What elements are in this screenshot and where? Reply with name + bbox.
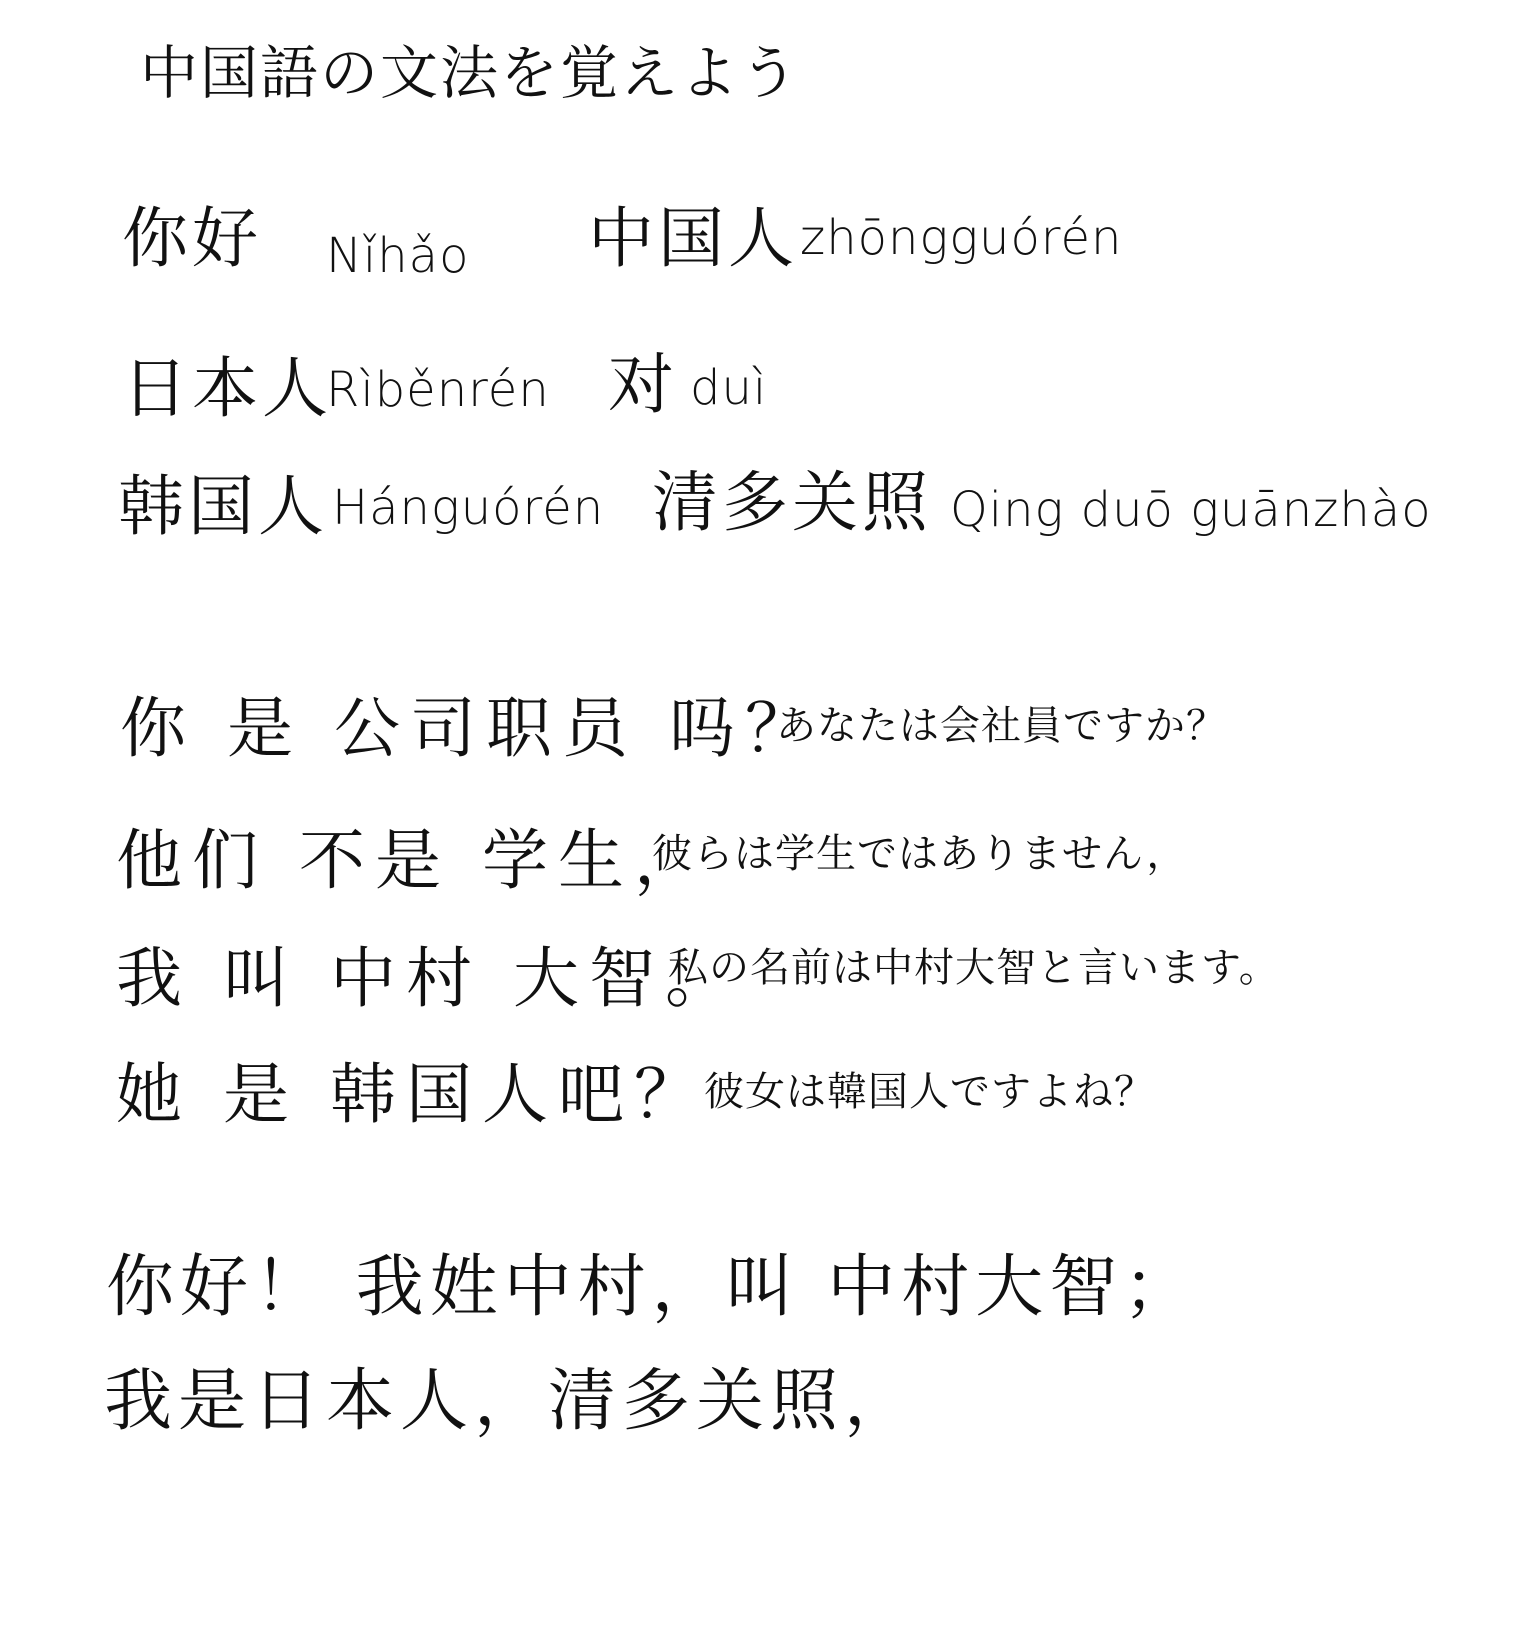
page-title: 中国語の文法を覚えよう [140, 39, 801, 107]
vocab-pinyin-zhongguoren: zhōngguórén [800, 210, 1123, 266]
sentence-2-japanese: 彼らは学生ではありません， [652, 831, 1188, 877]
vocab-hanzi-ribenren: 日本人 [122, 350, 332, 427]
sentence-3-japanese: 私の名前は中村大智と言います。 [668, 945, 1280, 991]
introduction-line-1: 你好！ 我姓中村，叫 中村大智； [106, 1248, 1198, 1327]
vocab-pinyin-dui: duì [690, 360, 768, 416]
vocab-hanzi-nihao: 你好 [122, 200, 262, 277]
sentence-1-japanese: あなたは会社員ですか？ [776, 703, 1227, 749]
introduction-line-2: 我是日本人，清多关照， [104, 1362, 919, 1441]
vocab-hanzi-dui: 对 [608, 346, 678, 423]
sentence-2-chinese: 他们 不是 学生， [116, 822, 710, 899]
vocab-pinyin-hanguoren: Hánguórén [332, 480, 605, 536]
sentence-3-chinese: 我 叫 中村 大智。 [116, 940, 741, 1017]
sentence-4-chinese: 她 是 韩国人吧？ [116, 1056, 710, 1133]
vocab-pinyin-qingduoguanzhao: Qing duō guānzhào [950, 482, 1432, 538]
vocab-hanzi-zhongguoren: 中国人 [588, 200, 798, 277]
vocab-pinyin-nihao: Nǐhǎo [326, 228, 470, 284]
vocab-hanzi-qingduoguanzhao: 清多关照 [652, 464, 932, 541]
vocab-pinyin-ribenren: Rìběnrén [326, 362, 550, 418]
sentence-4-japanese: 彼女は韓国人ですよね？ [704, 1069, 1155, 1115]
vocab-hanzi-hanguoren: 韩国人 [118, 468, 328, 545]
sentence-1-chinese: 你 是 公司职员 吗？ [120, 690, 821, 767]
